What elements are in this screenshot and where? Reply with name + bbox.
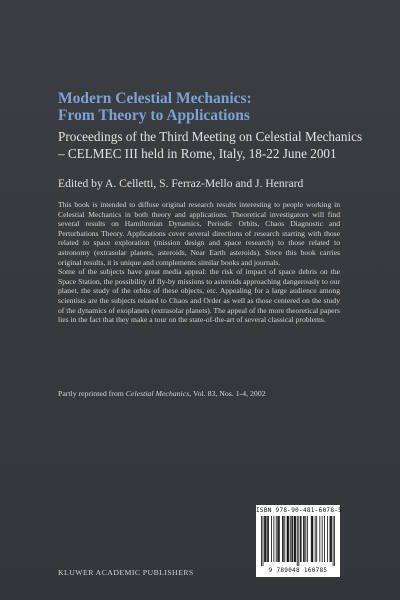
barcode-bar [316,516,317,562]
barcode-bar [334,516,335,566]
barcode-bar [264,516,265,562]
barcode-bar [311,516,312,562]
barcode-bar [322,516,323,562]
barcode-bar [290,516,291,562]
abstract-paragraph: This book is intended to diffuse original research results interesting to people working in Celestial Mechanics in both theory and applications. Theoretical investigators will find several results on Hamiltonian Dynamics, Periodic Orbits, Chaos Diagnostic and Perturbations Theory. Applications cover several directions of research starting with those related to space exploration (mission design and space research) to those related to astronomy (extrasolar planets, asteroids, Near Earth asteroids). Since this book carries original results, it is unique and complements similar books and journals. [58,200,340,267]
barcode-bar [330,516,331,562]
publisher-name: KLUWER ACADEMIC PUBLISHERS [58,568,194,577]
barcode-bar [324,516,325,562]
barcode-bar [271,516,272,562]
barcode-bar [273,516,274,562]
barcode-bar [267,516,268,562]
barcode-bar [333,516,334,566]
barcode-bar [301,516,302,562]
barcode-bar [303,516,304,562]
book-editors: Edited by A. Celletti, S. Ferraz-Mello and J. Henrard [58,177,304,190]
book-title-line-2: From Theory to Applications [58,107,250,124]
book-title [58,90,378,124]
ean-digits: 9 789048 160785 [268,567,328,574]
barcode-bar [297,516,298,566]
book-title-line-1: Modern Celestial Mechanics: [58,90,252,107]
barcode-bar [266,516,267,562]
barcode-bar [261,516,262,566]
barcode-bar [312,516,313,562]
isbn-barcode [256,505,343,577]
barcode-bars [261,516,335,566]
barcode-bar [305,516,306,562]
reprint-journal: Celestial Mechanics [125,389,190,398]
barcode-bar [288,516,289,562]
reprint-prefix: Partly reprinted from [58,389,126,398]
barcode-bar [265,516,266,562]
book-abstract [58,200,340,325]
barcode-bar [319,516,320,562]
barcode-bar [295,516,296,562]
barcode-bar [315,516,316,562]
barcode-bar [278,516,279,562]
barcode-bar [298,516,299,566]
barcode-bar [331,516,332,562]
barcode-bar [307,516,308,562]
book-subtitle-line-1: Proceedings of the Third Meeting on Celestial Mechanics [58,129,363,144]
barcode-bar [284,516,285,562]
book-subtitle-line-2: – CELMEC III held in Rome, Italy, 18-22 June 2001 [58,146,337,161]
barcode-bar [300,516,301,562]
barcode-bar [294,516,295,562]
barcode-bar [282,516,283,562]
barcode-bar [327,516,328,562]
barcode-bar [277,516,278,562]
barcode-bar [292,516,293,562]
barcode-bar [287,516,288,562]
barcode-bar [279,516,280,562]
barcode-bar [294,516,295,562]
book-subtitle [58,128,378,162]
barcode-bar [283,516,284,562]
barcode-bar [312,516,313,562]
barcode-bar [268,516,269,562]
barcode-bar [330,516,331,562]
abstract-paragraph: Some of the subjects have great media appeal: the risk of impact of space debris on the Space Station, the possibility of fly-by missions to asteroids approaching dangerously to our planet, the study of the orbits of these objects, etc. Appealing for a large audience among scientists are the subjects related to Chaos and Order as well as those centered on the study of the dynamics of exoplanets (extrasolar planets). The appeal of the more theoretical papers lies in the fact that they make a tour on the state-of-the-art of several classical problems. [58,267,340,325]
barcode-bar [304,516,305,562]
barcode-bar [276,516,277,562]
isbn-number: ISBN 978-90-481-6078-5 [256,507,343,514]
barcode-bar [263,516,264,566]
barcode-bar [287,516,288,562]
reprint-note [58,389,358,399]
reprint-suffix: , Vol. 83, Nos. 1-4, 2002 [189,389,266,398]
barcode-bar [291,516,292,562]
